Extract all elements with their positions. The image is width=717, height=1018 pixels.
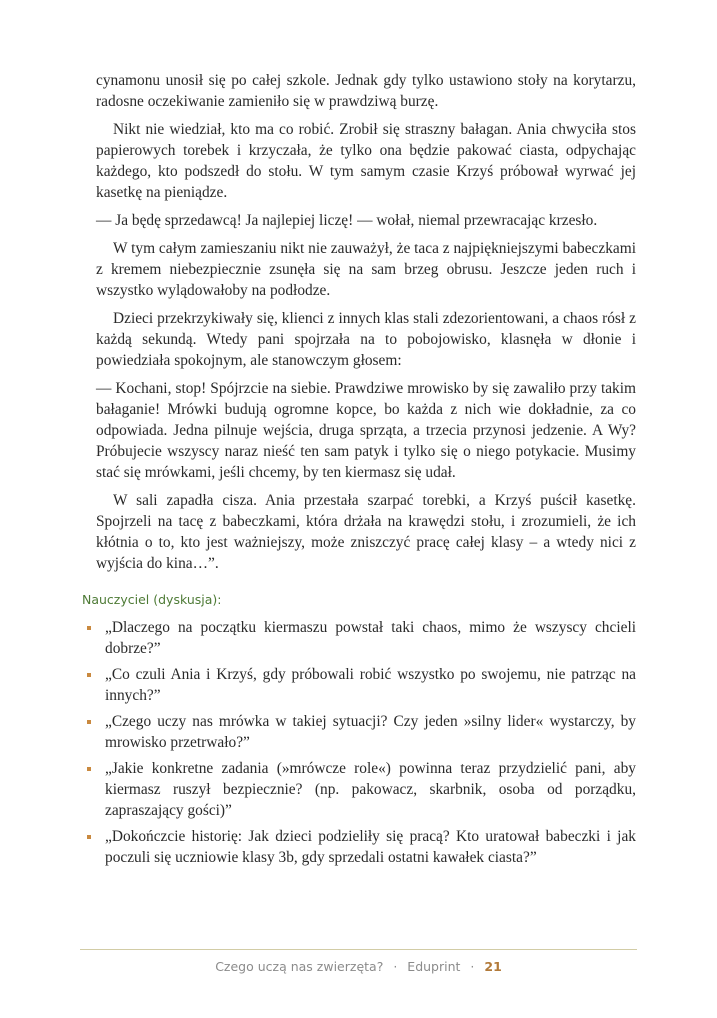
discussion-heading: Nauczyciel (dyskusja):: [82, 592, 222, 607]
square-bullet-icon: [87, 673, 91, 677]
question-text: „Jakie konkretne zadania (»mrówcze role«) powinna teraz przydzielić pani, aby kiermasz ruszył bezpiecznie? (np. pakowacz, skarbnik, osoba od porządku, zapraszający gości)”: [105, 760, 636, 819]
dialogue-line-teacher: — Kochani, stop! Spójrzcie na siebie. Prawdziwe mrowisko by się zawaliło przy takim bałaganie! Mrówki budują ogromne kopce, bo każda z nich wie dokładnie, za co odpowiada. Jedna pilnuje wejścia, druga sprząta, a trzecia przynosi jedzenie. A Wy? Próbujecie wszyscy naraz nieść ten sam patyk i tylko się o niego potykacie. Musimy stać się mrówkami, jeśli chcemy, by ten kiermasz się udał.: [96, 380, 636, 481]
footer-separator: ·: [393, 959, 398, 974]
paragraph-5: W sali zapadła cisza. Ania przestała szarpać torebki, a Krzyś puścił kasetkę. Spojrzeli na tacę z babeczkami, która drżała na krawędzi stołu, i zrozumieli, że ich kłótnia o to, kto jest ważniejszy, może zniszczyć pracę całej klasy – a wtedy nici z wyjścia do kina…”.: [96, 492, 636, 572]
question-text: „Dlaczego na początku kiermaszu powstał taki chaos, mimo że wszyscy chcieli dobrze?”: [105, 619, 636, 657]
page-body: [82, 70, 636, 873]
dialogue-line-krzys: — Ja będę sprzedawcą! Ja najlepiej liczę! — wołał, niemal przewracając krzesło.: [96, 212, 598, 229]
discussion-question: [96, 711, 636, 753]
footer-publisher: Eduprint: [407, 959, 461, 974]
square-bullet-icon: [87, 835, 91, 839]
footer-separator: ·: [470, 959, 475, 974]
square-bullet-icon: [87, 626, 91, 630]
paragraph-3: W tym całym zamieszaniu nikt nie zauważył, że taca z najpiękniejszymi babeczkami z kremem niebezpiecznie zsunęła się na sam brzeg obrusu. Jeszcze jeden ruch i wszystko wylądowałoby na podłodze.: [96, 240, 636, 299]
discussion-question: [96, 826, 636, 868]
paragraph-4: Dzieci przekrzykiwały się, klienci z innych klas stali zdezorientowani, a chaos rósł z każdą sekundą. Wtedy pani spojrzała na to pobojowisko, klasnęła w dłonie i powiedziała spokojnym, ale stanowczym głosem:: [96, 310, 636, 369]
square-bullet-icon: [87, 767, 91, 771]
question-text: „Dokończcie historię: Jak dzieci podzieliły się pracą? Kto uratował babeczki i jak poczuli się uczniowie klasy 3b, gdy sprzedali ostatni kawałek ciasta?”: [105, 828, 636, 866]
footer-book-title: Czego uczą nas zwierzęta?: [215, 959, 384, 974]
footer-divider: [80, 949, 637, 950]
discussion-question: [96, 617, 636, 659]
square-bullet-icon: [87, 720, 91, 724]
discussion-question: [96, 664, 636, 706]
discussion-question-list: [96, 617, 636, 868]
paragraph-1: cynamonu unosił się po całej szkole. Jednak gdy tylko ustawiono stoły na korytarzu, radosne oczekiwanie zamieniło się w prawdziwą burzę.: [96, 72, 636, 110]
question-text: „Czego uczy nas mrówka w takiej sytuacji? Czy jeden »silny lider« wystarczy, by mrowisko przetrwało?”: [105, 713, 636, 751]
page-footer: [80, 959, 637, 974]
discussion-question: [96, 758, 636, 821]
page-number: 21: [484, 959, 502, 974]
question-text: „Co czuli Ania i Krzyś, gdy próbowali robić wszystko po swojemu, nie patrząc na innych?”: [105, 666, 636, 704]
paragraph-2: Nikt nie wiedział, kto ma co robić. Zrobił się straszny bałagan. Ania chwyciła stos papierowych torebek i krzyczała, że tylko ona będzie pakować ciasta, odpychając każdego, kto podszedł do stołu. W tym samym czasie Krzyś próbował wyrwać jej kasetkę na pieniądze.: [96, 121, 636, 201]
